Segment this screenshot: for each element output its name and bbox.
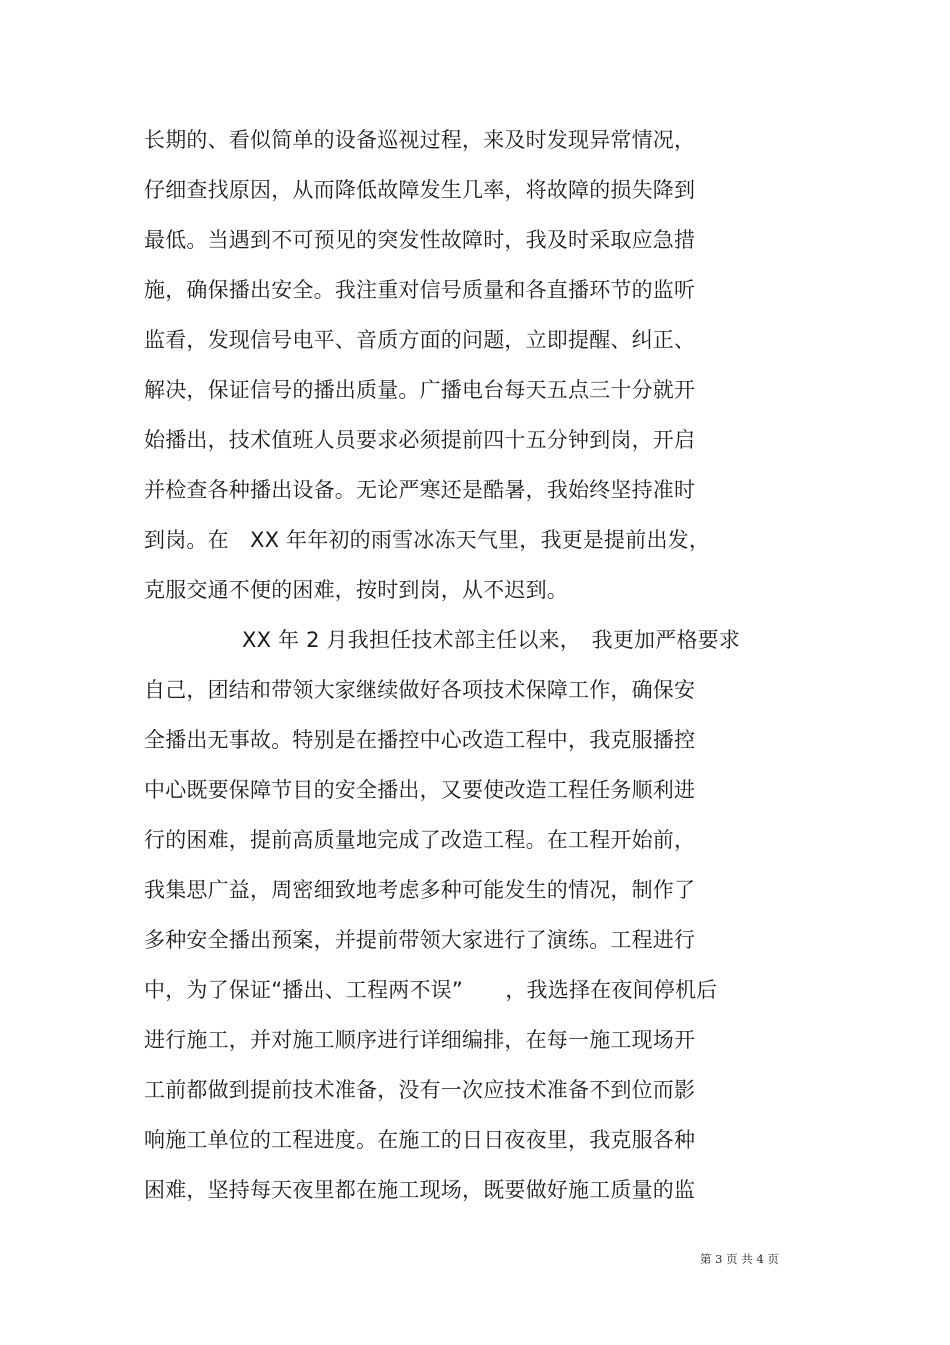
text-line: 仔细查找原因，从而降低故障发生几率，将故障的损失降到: [144, 178, 696, 202]
text-line: 中心既要保障节目的安全播出，又要使改造工程任务顺利进: [144, 778, 696, 802]
text-line: 中，为了保证“播出、工程两不误” ，我选择在夜间停机后: [144, 978, 718, 1002]
text-line: 监看，发现信号电平、音质方面的问题，立即提醒、纠正、: [144, 328, 696, 352]
text-line: 并检查各种播出设备。无论严寒还是酷暑，我始终坚持准时: [144, 478, 696, 502]
text-line: 工前都做到提前技术准备，没有一次应技术准备不到位而影: [144, 1078, 696, 1102]
text-line: 始播出，技术值班人员要求必须提前四十五分钟到岗，开启: [144, 428, 696, 452]
page-number-footer: 第 3 页 共 4 页: [700, 1252, 779, 1266]
text-line: 我集思广益，周密细致地考虑多种可能发生的情况，制作了: [144, 878, 696, 902]
text-line: 行的困难，提前高质量地完成了改造工程。在工程开始前，: [144, 828, 696, 852]
text-line: 困难，坚持每天夜里都在施工现场，既要做好施工质量的监: [144, 1178, 696, 1202]
text-line: 最低。当遇到不可预见的突发性故障时，我及时采取应急措: [144, 228, 696, 252]
text-line: 多种安全播出预案，并提前带领大家进行了演练。工程进行: [144, 928, 696, 952]
text-line: 长期的、看似简单的设备巡视过程，来及时发现异常情况，: [144, 128, 696, 152]
text-line: 响施工单位的工程进度。在施工的日日夜夜里，我克服各种: [144, 1128, 696, 1152]
text-line: 克服交通不便的困难，按时到岗，从不迟到。: [144, 578, 568, 602]
text-line: 全播出无事故。特别是在播控中心改造工程中，我克服播控: [144, 728, 696, 752]
text-line: 施，确保播出安全。我注重对信号质量和各直播环节的监听: [144, 278, 696, 302]
paragraph-first-line: XX 年 2 月我担任技术部主任以来， 我更加严格要求: [242, 628, 741, 652]
body-text: [144, 121, 824, 1221]
text-line: 进行施工，并对施工顺序进行详细编排，在每一施工现场开: [144, 1028, 696, 1052]
text-line: 解决，保证信号的播出质量。广播电台每天五点三十分就开: [144, 378, 696, 402]
text-line: 自己，团结和带领大家继续做好各项技术保障工作，确保安: [144, 678, 696, 702]
text-line: 到岗。在 XX 年年初的雨雪冰冻天气里，我更是提前出发，: [144, 528, 711, 552]
